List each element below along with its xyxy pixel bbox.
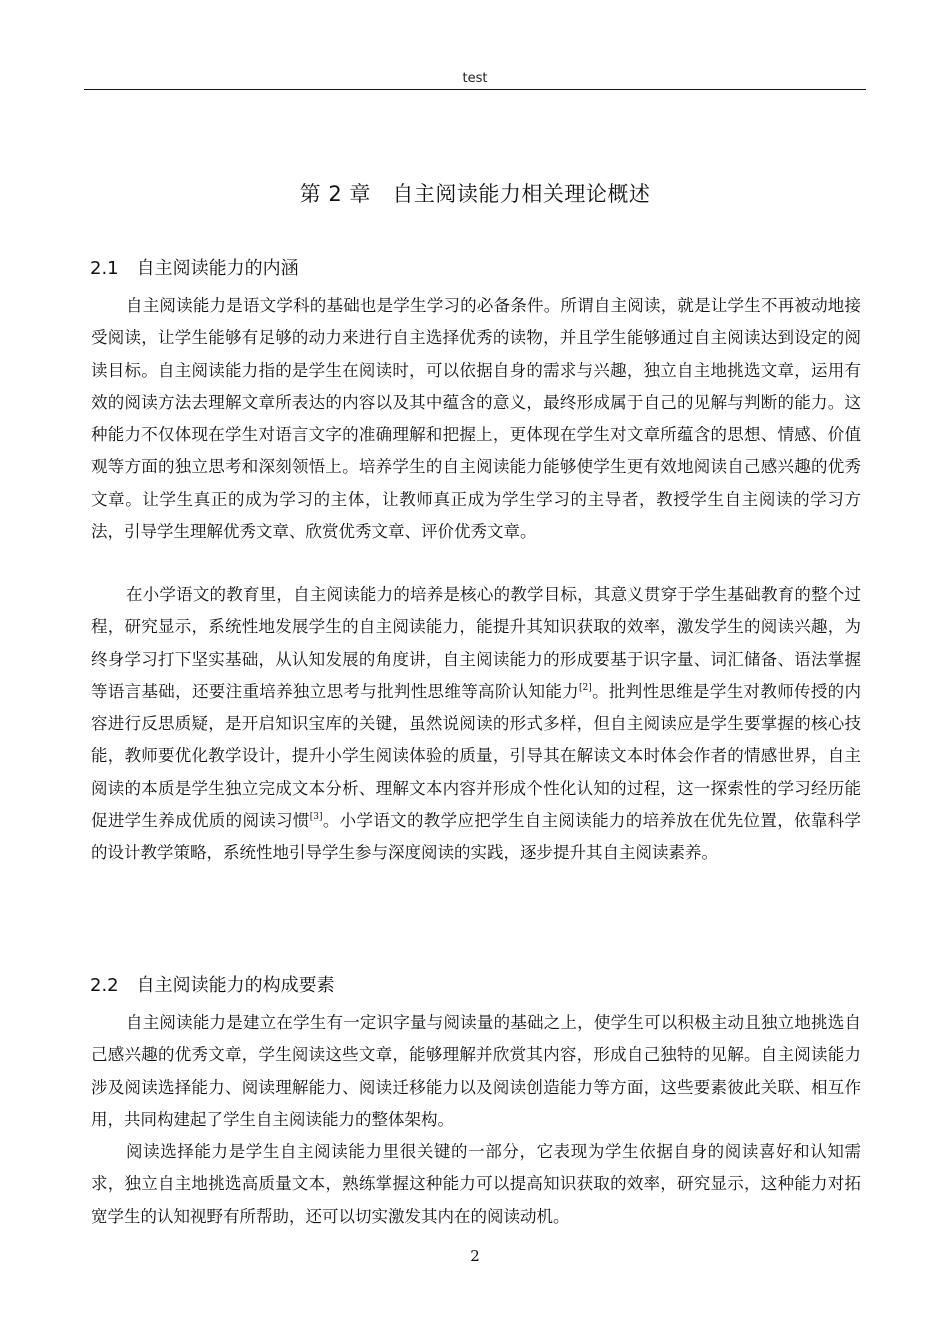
citation-ref: [3]	[309, 812, 323, 823]
paragraph-2-2-2: 阅读选择能力是学生自主阅读能力里很关键的一部分，它表现为学生依据自身的阅读喜好和认知需求，独立自主地挑选高质量文本，熟练掌握这种能力可以提高知识获取的效率，研究显示，这种能力对拓宽学生的认知视野有所帮助，还可以切实激发其内在的阅读动机。	[91, 1142, 861, 1226]
paragraph-2-1-2	[91, 579, 861, 870]
header-divider	[84, 89, 866, 90]
section-heading-2-1: 2.1 自主阅读能力的内涵	[90, 258, 299, 279]
chapter-title: 第 2 章 自主阅读能力相关理论概述	[299, 182, 651, 206]
paragraph-text: 在小学语文的教育里，自主阅读能力的培养是核心的教学目标，其意义贯穿于学生基础教育的整个过程，研究显示，系统性地发展学生的自主阅读能力，能提升其知识获取的效率，激发学生的阅读兴趣，为终身学习打下坚实基础，从认知发展的角度讲，自主阅读能力的形成要基于识字量、词汇储备、语法掌握等语言基础，还要注重培养独立思考与批判性思维等高阶认知能力	[91, 585, 861, 701]
paragraph-text: 。小学语文的教学应把学生自主阅读能力的培养放在优先位置，依靠科学的设计教学策略，系统性地引导学生参与深度阅读的实践，逐步提升其自主阅读素养。	[91, 811, 862, 863]
paragraph-2-2-1: 自主阅读能力是建立在学生有一定识字量与阅读量的基础之上，使学生可以积极主动且独立地挑选自己感兴趣的优秀文章，学生阅读这些文章，能够理解并欣赏其内容，形成自己独特的见解。自主阅读能力涉及阅读选择能力、阅读理解能力、阅读迁移能力以及阅读创造能力等方面，这些要素彼此关联、相互作用，共同构建起了学生自主阅读能力的整体架构。	[91, 1013, 861, 1129]
citation-ref: [2]	[579, 682, 592, 693]
section-heading-2-2: 2.2 自主阅读能力的构成要素	[90, 975, 335, 996]
page-number: 2	[470, 1247, 480, 1265]
paragraph-text: 。批判性思维是学生对教师传授的内容进行反思质疑，是开启知识宝库的关键，虽然说阅读的形式多样，但自主阅读应是学生要掌握的核心技能，教师要优化教学设计，提升小学生阅读体验的质量，引导其在解读文本时体会作者的情感世界，自主阅读的本质是学生独立完成文本分析、理解文本内容并形成个性化认知的过程，这一探索性的学习经历能促进学生养成优质的阅读习惯	[91, 681, 862, 831]
paragraph-2-1-1: 自主阅读能力是语文学科的基础也是学生学习的必备条件。所谓自主阅读，就是让学生不再被动地接受阅读，让学生能够有足够的动力来进行自主选择优秀的读物，并且学生能够通过自主阅读达到设定的阅读目标。自主阅读能力指的是学生在阅读时，可以依据自身的需求与兴趣，独立自主地挑选文章，运用有效的阅读方法去理解文章所表达的内容以及其中蕴含的意义，最终形成属于自己的见解与判断的能力。这种能力不仅体现在学生对语言文字的准确理解和把握上，更体现在学生对文章所蕴含的思想、情感、价值观等方面的独立思考和深刻领悟上。培养学生的自主阅读能力能够使学生更有效地阅读自己感兴趣的优秀文章。让学生真正的成为学习的主体，让教师真正成为学生学习的主导者，教授学生自主阅读的学习方法，引导学生理解优秀文章、欣赏优秀文章、评价优秀文章。	[91, 296, 861, 542]
page-header-text: test	[462, 71, 488, 86]
